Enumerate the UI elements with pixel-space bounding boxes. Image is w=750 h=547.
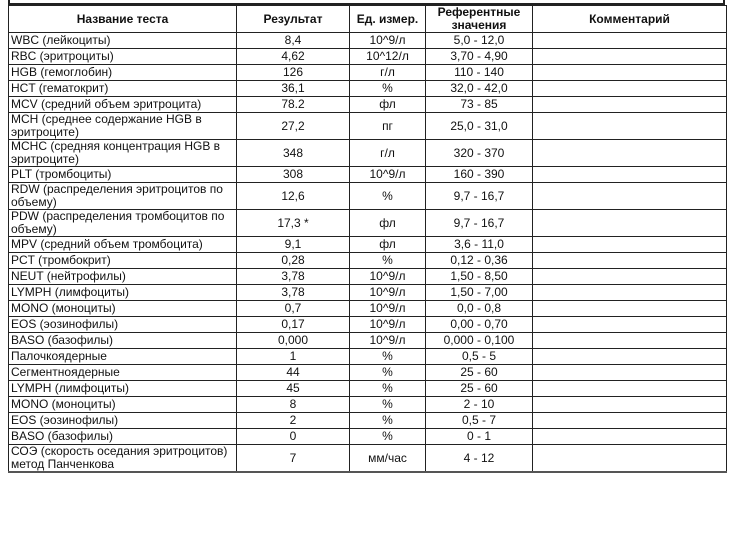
reference-cell: 2 - 10 (426, 397, 533, 413)
table-row (9, 445, 727, 473)
comment-cell (533, 397, 727, 413)
reference-cell: 0,0 - 0,8 (426, 301, 533, 317)
reference-cell: 1,50 - 8,50 (426, 269, 533, 285)
unit-cell: мм/час (350, 445, 426, 473)
comment-cell (533, 183, 727, 210)
comment-cell (533, 65, 727, 81)
reference-cell: 0,00 - 0,70 (426, 317, 533, 333)
table-row (9, 285, 727, 301)
unit-cell: % (350, 365, 426, 381)
test-name-cell: MONO (моноциты) (9, 397, 237, 413)
result-cell: 17,3 * (237, 210, 350, 237)
unit-cell: фл (350, 97, 426, 113)
table-row (9, 381, 727, 397)
unit-cell: % (350, 413, 426, 429)
header-unit: Ед. измер. (350, 6, 426, 33)
comment-cell (533, 49, 727, 65)
result-cell: 3,78 (237, 269, 350, 285)
unit-cell: 10^9/л (350, 301, 426, 317)
comment-cell (533, 317, 727, 333)
test-name-cell: Сегментноядерные (9, 365, 237, 381)
reference-cell: 0,000 - 0,100 (426, 333, 533, 349)
unit-cell: % (350, 397, 426, 413)
test-name-cell: LYMPH (лимфоциты) (9, 381, 237, 397)
test-name-cell: Палочкоядерные (9, 349, 237, 365)
test-name-cell: RBC (эритроциты) (9, 49, 237, 65)
unit-cell: 10^9/л (350, 285, 426, 301)
unit-cell: фл (350, 210, 426, 237)
unit-cell: г/л (350, 140, 426, 167)
test-name-cell: СОЭ (скорость оседания эритроцитов) метод Панченкова (9, 445, 237, 473)
unit-cell: пг (350, 113, 426, 140)
reference-cell: 0,5 - 7 (426, 413, 533, 429)
comment-cell (533, 349, 727, 365)
reference-cell: 1,50 - 7,00 (426, 285, 533, 301)
unit-cell: % (350, 429, 426, 445)
result-cell: 126 (237, 65, 350, 81)
unit-cell: 10^9/л (350, 269, 426, 285)
result-cell: 8 (237, 397, 350, 413)
table-row (9, 253, 727, 269)
test-name-cell: BASO (базофилы) (9, 429, 237, 445)
test-name-cell: NEUT (нейтрофилы) (9, 269, 237, 285)
test-name-cell: EOS (эозинофилы) (9, 317, 237, 333)
test-name-cell: RDW (распределения эритроцитов по объему) (9, 183, 237, 210)
result-cell: 1 (237, 349, 350, 365)
result-cell: 308 (237, 167, 350, 183)
table-row (9, 333, 727, 349)
test-name-cell: HCT (гематокрит) (9, 81, 237, 97)
unit-cell: г/л (350, 65, 426, 81)
reference-cell: 0,12 - 0,36 (426, 253, 533, 269)
header-test-name: Название теста (9, 6, 237, 33)
table-row (9, 210, 727, 237)
comment-cell (533, 113, 727, 140)
unit-cell: 10^9/л (350, 167, 426, 183)
header-result: Результат (237, 6, 350, 33)
result-cell: 3,78 (237, 285, 350, 301)
result-cell: 78.2 (237, 97, 350, 113)
result-cell: 9,1 (237, 237, 350, 253)
test-name-cell: MONO (моноциты) (9, 301, 237, 317)
comment-cell (533, 97, 727, 113)
table-row (9, 113, 727, 140)
test-name-cell: PDW (распределения тромбоцитов по объему) (9, 210, 237, 237)
test-name-cell: PCT (тромбокрит) (9, 253, 237, 269)
unit-cell: 10^9/л (350, 33, 426, 49)
reference-cell: 25,0 - 31,0 (426, 113, 533, 140)
comment-cell (533, 429, 727, 445)
comment-cell (533, 285, 727, 301)
table-row (9, 237, 727, 253)
reference-cell: 160 - 390 (426, 167, 533, 183)
result-cell: 45 (237, 381, 350, 397)
table-row (9, 317, 727, 333)
comment-cell (533, 301, 727, 317)
test-name-cell: MPV (средний объем тромбоцита) (9, 237, 237, 253)
result-cell: 8,4 (237, 33, 350, 49)
result-cell: 44 (237, 365, 350, 381)
reference-cell: 4 - 12 (426, 445, 533, 473)
result-cell: 0,28 (237, 253, 350, 269)
unit-cell: 10^9/л (350, 317, 426, 333)
table-row (9, 65, 727, 81)
test-name-cell: LYMPH (лимфоциты) (9, 285, 237, 301)
comment-cell (533, 333, 727, 349)
reference-cell: 5,0 - 12,0 (426, 33, 533, 49)
result-cell: 2 (237, 413, 350, 429)
reference-cell: 9,7 - 16,7 (426, 210, 533, 237)
result-cell: 36,1 (237, 81, 350, 97)
table-row (9, 429, 727, 445)
result-cell: 0,17 (237, 317, 350, 333)
result-cell: 27,2 (237, 113, 350, 140)
unit-cell: % (350, 81, 426, 97)
test-name-cell: BASO (базофилы) (9, 333, 237, 349)
reference-cell: 110 - 140 (426, 65, 533, 81)
test-name-cell: PLT (тромбоциты) (9, 167, 237, 183)
unit-cell: 10^12/л (350, 49, 426, 65)
table-row (9, 365, 727, 381)
comment-cell (533, 81, 727, 97)
comment-cell (533, 413, 727, 429)
unit-cell: % (350, 349, 426, 365)
reference-cell: 320 - 370 (426, 140, 533, 167)
test-name-cell: MCHC (средняя концентрация HGB в эритроците) (9, 140, 237, 167)
reference-cell: 32,0 - 42,0 (426, 81, 533, 97)
table-row (9, 183, 727, 210)
table-row (9, 413, 727, 429)
blood-test-results-table (8, 5, 727, 473)
comment-cell (533, 210, 727, 237)
comment-cell (533, 253, 727, 269)
table-row (9, 81, 727, 97)
test-name-cell: HGB (гемоглобин) (9, 65, 237, 81)
table-row (9, 301, 727, 317)
test-name-cell: MCV (средний объем эритроцита) (9, 97, 237, 113)
table-row (9, 349, 727, 365)
comment-cell (533, 445, 727, 473)
reference-cell: 73 - 85 (426, 97, 533, 113)
result-cell: 7 (237, 445, 350, 473)
table-row (9, 33, 727, 49)
reference-cell: 0 - 1 (426, 429, 533, 445)
comment-cell (533, 381, 727, 397)
comment-cell (533, 365, 727, 381)
result-cell: 4,62 (237, 49, 350, 65)
table-row (9, 49, 727, 65)
table-row (9, 167, 727, 183)
test-name-cell: WBC (лейкоциты) (9, 33, 237, 49)
comment-cell (533, 237, 727, 253)
reference-cell: 0,5 - 5 (426, 349, 533, 365)
unit-cell: % (350, 381, 426, 397)
comment-cell (533, 167, 727, 183)
result-cell: 0,7 (237, 301, 350, 317)
table-row (9, 97, 727, 113)
result-cell: 12,6 (237, 183, 350, 210)
reference-cell: 25 - 60 (426, 365, 533, 381)
result-cell: 0 (237, 429, 350, 445)
header-comment: Комментарий (533, 6, 727, 33)
reference-cell: 9,7 - 16,7 (426, 183, 533, 210)
unit-cell: % (350, 183, 426, 210)
table-row (9, 269, 727, 285)
test-name-cell: EOS (эозинофилы) (9, 413, 237, 429)
reference-cell: 3,6 - 11,0 (426, 237, 533, 253)
comment-cell (533, 33, 727, 49)
result-cell: 0,000 (237, 333, 350, 349)
comment-cell (533, 269, 727, 285)
reference-cell: 25 - 60 (426, 381, 533, 397)
result-cell: 348 (237, 140, 350, 167)
table-header-row (9, 6, 727, 33)
reference-cell: 3,70 - 4,90 (426, 49, 533, 65)
header-reference: Референтные значения (426, 6, 533, 33)
table-row (9, 140, 727, 167)
unit-cell: 10^9/л (350, 333, 426, 349)
comment-cell (533, 140, 727, 167)
unit-cell: % (350, 253, 426, 269)
table-row (9, 397, 727, 413)
unit-cell: фл (350, 237, 426, 253)
test-name-cell: MCH (среднее содержание HGB в эритроците) (9, 113, 237, 140)
